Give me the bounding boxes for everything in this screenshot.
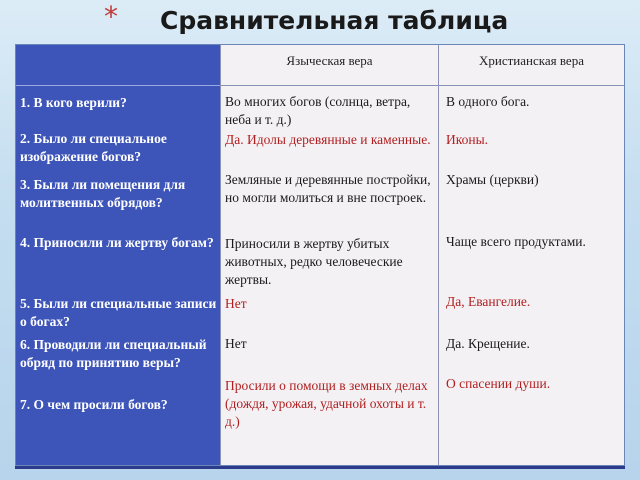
pagan-header: Языческая вера bbox=[286, 53, 373, 68]
pagan-answer-7: Просили о помощи в земных делах (дождя, урожая, удачной охоты и т. д.) bbox=[225, 378, 428, 429]
pagan-column bbox=[220, 45, 438, 465]
question-1: 1. В кого верили? bbox=[20, 95, 127, 110]
question-6: 6. Проводили ли специальный обряд по принятию веры? bbox=[20, 337, 207, 370]
header-divider bbox=[439, 85, 624, 86]
pagan-answer-5: Нет bbox=[225, 296, 247, 311]
slide-title: Сравнительная таблица bbox=[160, 6, 509, 35]
question-3: 3. Были ли помещения для молитвенных обрядов? bbox=[20, 177, 186, 210]
header-divider bbox=[16, 85, 220, 86]
header-divider bbox=[221, 85, 438, 86]
questions-column bbox=[16, 45, 220, 465]
christian-column bbox=[438, 45, 624, 465]
pagan-answer-6: Нет bbox=[225, 336, 247, 351]
christian-answer-2: Иконы. bbox=[446, 132, 489, 147]
christian-header: Христианская вера bbox=[479, 53, 584, 68]
christian-answer-3: Храмы (церкви) bbox=[446, 172, 539, 187]
pagan-answer-4: Приносили в жертву убитых животных, редко человеческие жертвы. bbox=[225, 236, 403, 287]
christian-answer-5: Да, Евангелие. bbox=[446, 294, 531, 309]
question-2: 2. Было ли специальное изображение богов? bbox=[20, 131, 167, 164]
pagan-answer-1: Во многих богов (солнца, ветра, неба и т. д.) bbox=[225, 94, 411, 127]
christian-answer-4: Чаще всего продуктами. bbox=[446, 234, 586, 249]
title-bullet-icon: * bbox=[104, 0, 118, 33]
question-4: 4. Приносили ли жертву богам? bbox=[20, 235, 214, 250]
comparison-table bbox=[15, 44, 625, 466]
question-7: 7. О чем просили богов? bbox=[20, 397, 168, 412]
christian-answer-7: О спасении души. bbox=[446, 376, 551, 391]
pagan-answer-3: Земляные и деревянные постройки, но могли молиться и вне построек. bbox=[225, 172, 431, 205]
question-5: 5. Были ли специальные записи о богах? bbox=[20, 296, 217, 329]
christian-answer-6: Да. Крещение. bbox=[446, 336, 530, 351]
slide-header bbox=[0, 0, 640, 44]
pagan-answer-2: Да. Идолы деревянные и каменные. bbox=[225, 132, 431, 147]
table-bottom-bar bbox=[15, 466, 625, 469]
christian-answer-1: В одного бога. bbox=[446, 94, 530, 109]
